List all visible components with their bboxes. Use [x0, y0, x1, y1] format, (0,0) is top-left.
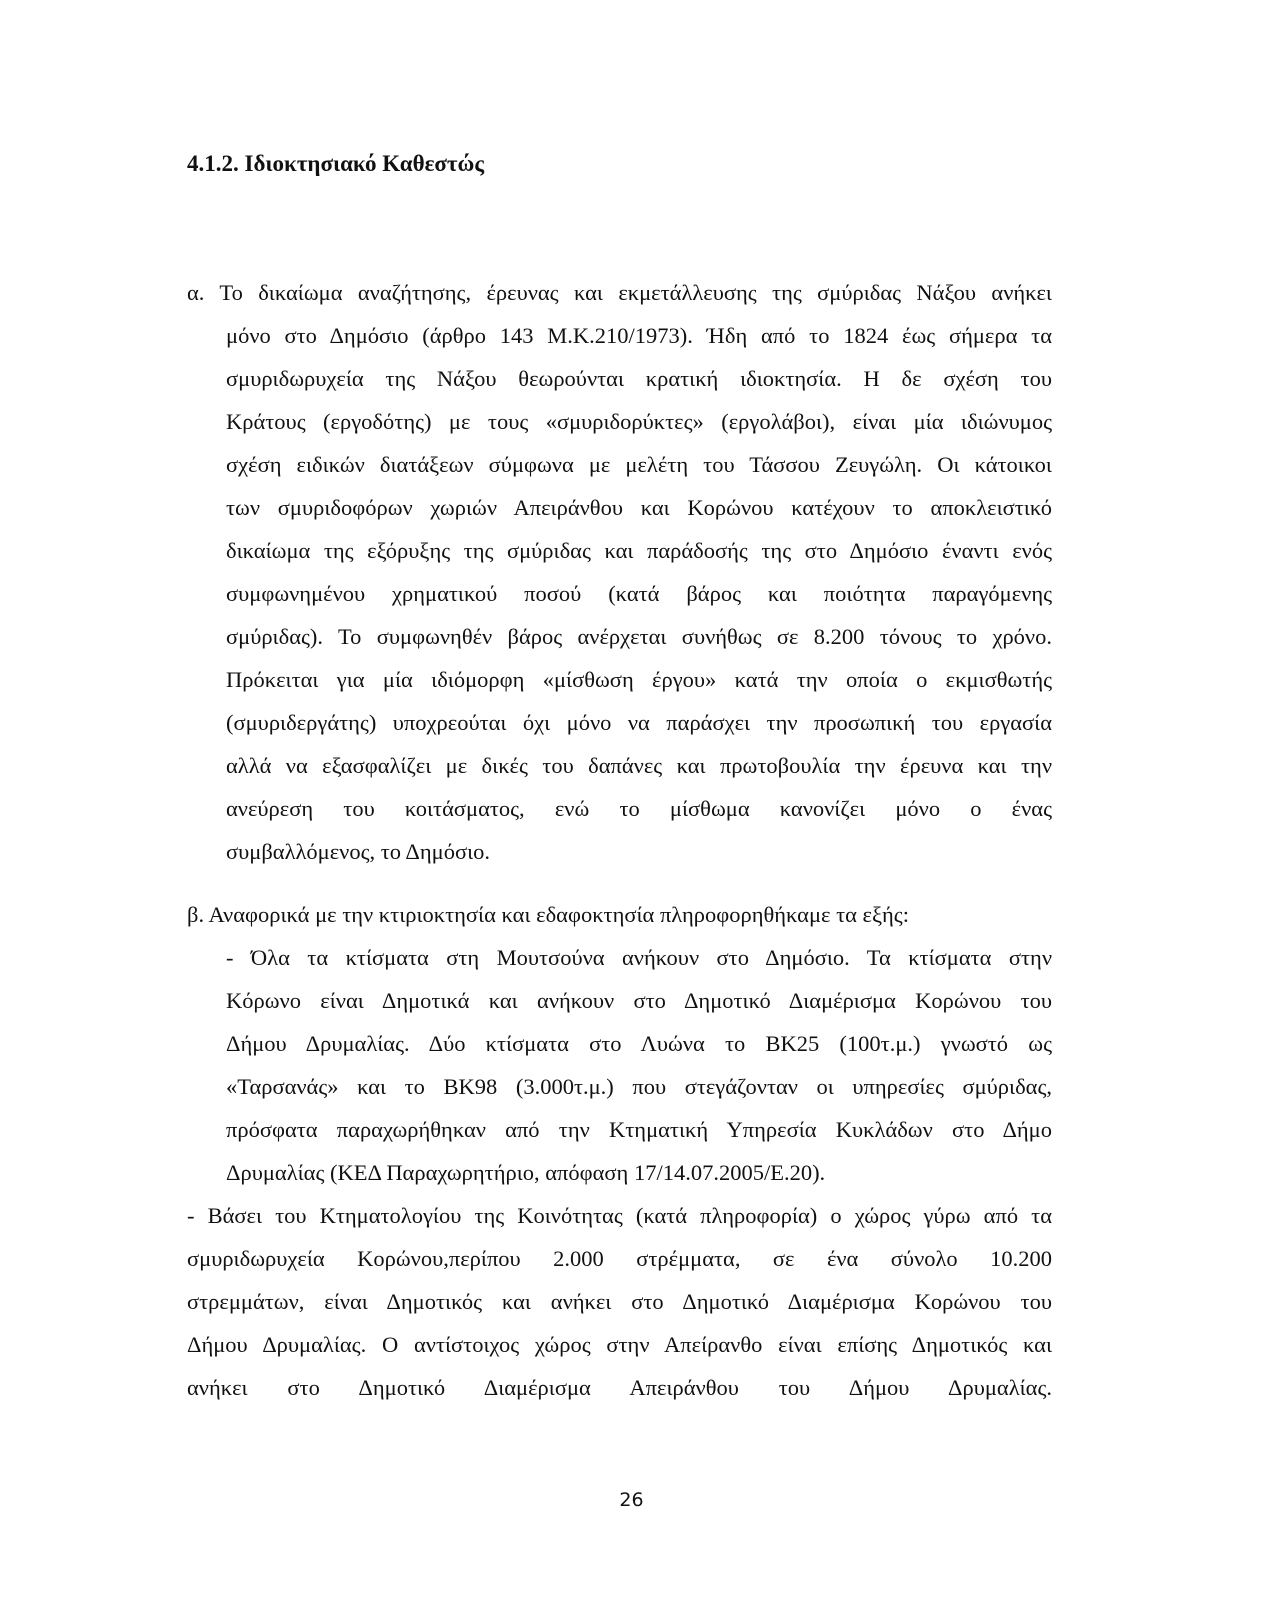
paragraph-line: πρόσφατα παραχωρήθηκαν από την Κτηματική Υπηρεσία Κυκλάδων στο Δήμο — [226, 1117, 1052, 1142]
page-number: 26 — [619, 1489, 644, 1511]
paragraph-line: ανήκει στο Δημοτικό Διαμέρισμα Απειράνθου του Δήμου Δρυμαλίας. — [187, 1375, 1052, 1400]
paragraph-line: σμυριδωρυχεία Κορώνου,περίπου 2.000 στρέμματα, σε ένα σύνολο 10.200 — [187, 1246, 1052, 1271]
paragraph-line: - Βάσει του Κτηματολογίου της Κοινότητας (κατά πληροφορία) ο χώρος γύρω από τα — [187, 1203, 1052, 1228]
paragraph-line: Δήμου Δρυμαλίας. Ο αντίστοιχος χώρος στην Απείρανθο είναι επίσης Δημοτικός και — [187, 1332, 1052, 1357]
paragraph-line: - Όλα τα κτίσματα στη Μουτσούνα ανήκουν στο Δημόσιο. Τα κτίσματα στην — [226, 945, 1052, 970]
paragraph-line: Δρυμαλίας (ΚΕΔ Παραχωρητήριο, απόφαση 17/14.07.2005/Ε.20). — [226, 1160, 826, 1185]
paragraph-line: «Ταρσανάς» και το ΒΚ98 (3.000τ.μ.) που στεγάζονταν οι υπηρεσίες σμύριδας, — [226, 1074, 1052, 1099]
paragraph-line: β. Αναφορικά με την κτιριοκτησία και εδαφοκτησία πληροφορηθήκαμε τα εξής: — [187, 902, 909, 927]
paragraph-line: σμυριδωρυχεία της Νάξου θεωρούνται κρατική ιδιοκτησία. Η δε σχέση του — [226, 366, 1052, 391]
paragraph-line: Κράτους (εργοδότης) με τους «σμυριδορύκτες» (εργολάβοι), είναι μία ιδιώνυμος — [226, 409, 1052, 434]
section-heading: 4.1.2. Ιδιοκτησιακό Καθεστώς — [187, 151, 485, 176]
paragraph-line: συμφωνημένου χρηματικού ποσού (κατά βάρος και ποιότητα παραγόμενης — [226, 581, 1052, 606]
paragraph-line: σχέση ειδικών διατάξεων σύμφωνα με μελέτη του Τάσσου Ζευγώλη. Οι κάτοικοι — [226, 452, 1052, 477]
paragraph-line: μόνο στο Δημόσιο (άρθρο 143 Μ.Κ.210/1973). Ήδη από το 1824 έως σήμερα τα — [226, 323, 1052, 348]
paragraph-line: στρεμμάτων, είναι Δημοτικός και ανήκει στο Δημοτικό Διαμέρισμα Κορώνου του — [187, 1289, 1052, 1314]
paragraph-line: Κόρωνο είναι Δημοτικά και ανήκουν στο Δημοτικό Διαμέρισμα Κορώνου του — [226, 988, 1052, 1013]
paragraph-line: των σμυριδοφόρων χωριών Απειράνθου και Κορώνου κατέχουν το αποκλειστικό — [226, 495, 1052, 520]
paragraph-line: α. Το δικαίωμα αναζήτησης, έρευνας και εκμετάλλευσης της σμύριδας Νάξου ανήκει — [187, 280, 1052, 305]
paragraph-line: δικαίωμα της εξόρυξης της σμύριδας και παράδοσής της στο Δημόσιο έναντι ενός — [226, 538, 1052, 563]
paragraph-line: συμβαλλόμενος, το Δημόσιο. — [226, 839, 491, 864]
paragraph-line: σμύριδας). Το συμφωνηθέν βάρος ανέρχεται συνήθως σε 8.200 τόνους το χρόνο. — [226, 624, 1052, 649]
paragraph-line: Πρόκειται για μία ιδιόμορφη «μίσθωση έργου» κατά την οποία ο εκμισθωτής — [226, 667, 1052, 692]
paragraph-line: ανεύρεση του κοιτάσματος, ενώ το μίσθωμα κανονίζει μόνο ο ένας — [226, 796, 1052, 821]
paragraph-line: (σμυριδεργάτης) υποχρεούται όχι μόνο να παράσχει την προσωπική του εργασία — [226, 710, 1052, 735]
paragraph-line: Δήμου Δρυμαλίας. Δύο κτίσματα στο Λυώνα το ΒΚ25 (100τ.μ.) γνωστό ως — [226, 1031, 1052, 1056]
paragraph-line: αλλά να εξασφαλίζει με δικές του δαπάνες και πρωτοβουλία την έρευνα και την — [226, 753, 1052, 778]
